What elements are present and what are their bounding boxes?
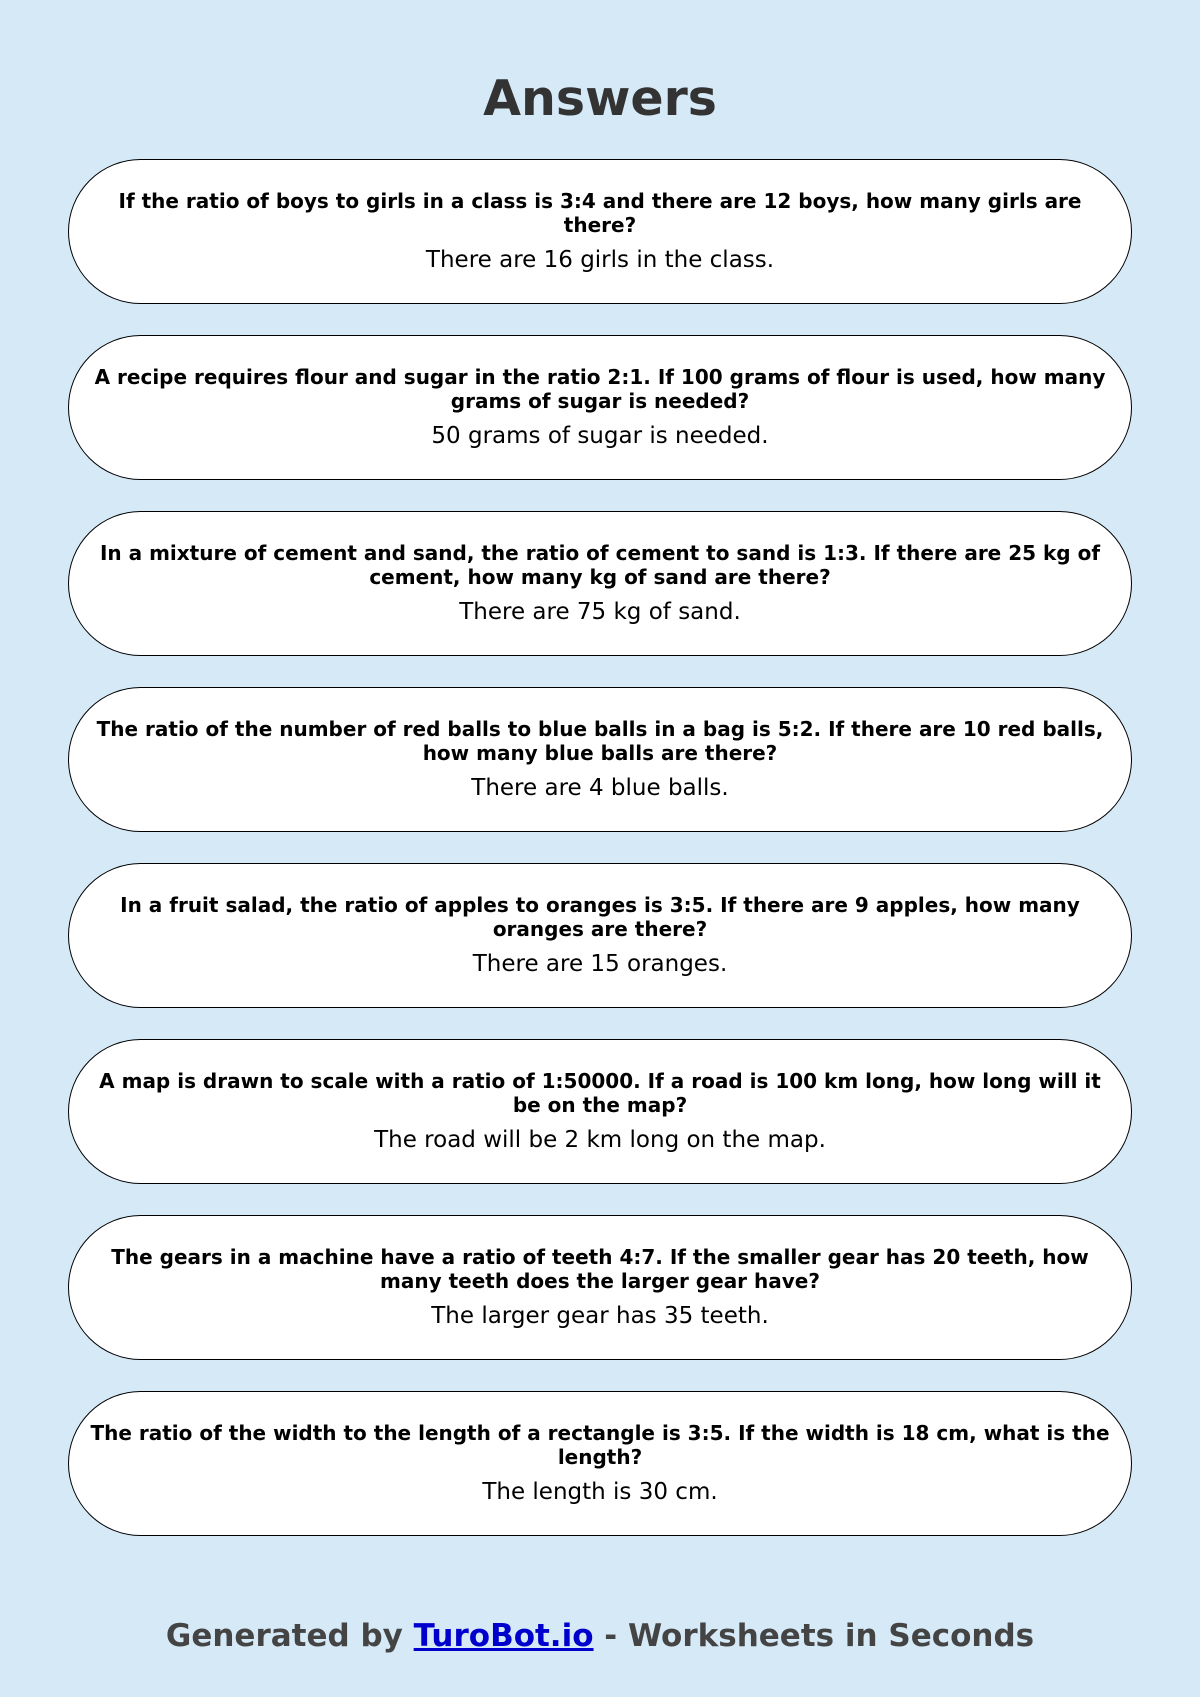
answer-card: [68, 863, 1132, 1008]
turobot-link[interactable]: TuroBot.io: [413, 1618, 594, 1654]
question-text: The gears in a machine have a ratio of teeth 4:7. If the smaller gear has 20 teeth, how many teeth does the larger gear have?: [111, 1245, 1089, 1293]
answer-card: [68, 1039, 1132, 1184]
answer-text: There are 75 kg of sand.: [459, 599, 741, 625]
answer-text: 50 grams of sugar is needed.: [431, 423, 769, 449]
question-text: In a fruit salad, the ratio of apples to oranges is 3:5. If there are 9 apples, how many oranges are there?: [120, 893, 1080, 941]
footer-prefix: Generated by: [165, 1618, 414, 1654]
answer-text: The length is 30 cm.: [482, 1479, 718, 1505]
answer-text: There are 15 oranges.: [472, 951, 728, 977]
question-text: A map is drawn to scale with a ratio of 1:50000. If a road is 100 km long, how long will it be on the map?: [99, 1069, 1101, 1117]
question-text: A recipe requires flour and sugar in the ratio 2:1. If 100 grams of flour is used, how many grams of sugar is needed?: [94, 365, 1106, 413]
answer-list: [68, 159, 1132, 1567]
footer-suffix: - Worksheets in Seconds: [593, 1618, 1035, 1654]
question-text: If the ratio of boys to girls in a class is 3:4 and there are 12 boys, how many girls are there?: [118, 189, 1082, 237]
question-text: In a mixture of cement and sand, the ratio of cement to sand is 1:3. If there are 25 kg of cement, how many kg of sand are there?: [99, 541, 1101, 589]
answer-card: [68, 1215, 1132, 1360]
answer-text: The larger gear has 35 teeth.: [431, 1303, 769, 1329]
answer-card: [68, 687, 1132, 832]
answer-text: There are 4 blue balls.: [471, 775, 729, 801]
answer-card: [68, 159, 1132, 304]
footer: [0, 1616, 1200, 1656]
answer-text: There are 16 girls in the class.: [425, 247, 775, 273]
answer-text: The road will be 2 km long on the map.: [374, 1127, 826, 1153]
answer-card: [68, 335, 1132, 480]
answer-card: [68, 511, 1132, 656]
question-text: The ratio of the number of red balls to blue balls in a bag is 5:2. If there are 10 red balls, how many blue balls are there?: [96, 717, 1104, 765]
question-text: The ratio of the width to the length of a rectangle is 3:5. If the width is 18 cm, what is the length?: [90, 1421, 1110, 1469]
page-title: Answers: [483, 70, 717, 127]
answer-card: [68, 1391, 1132, 1536]
